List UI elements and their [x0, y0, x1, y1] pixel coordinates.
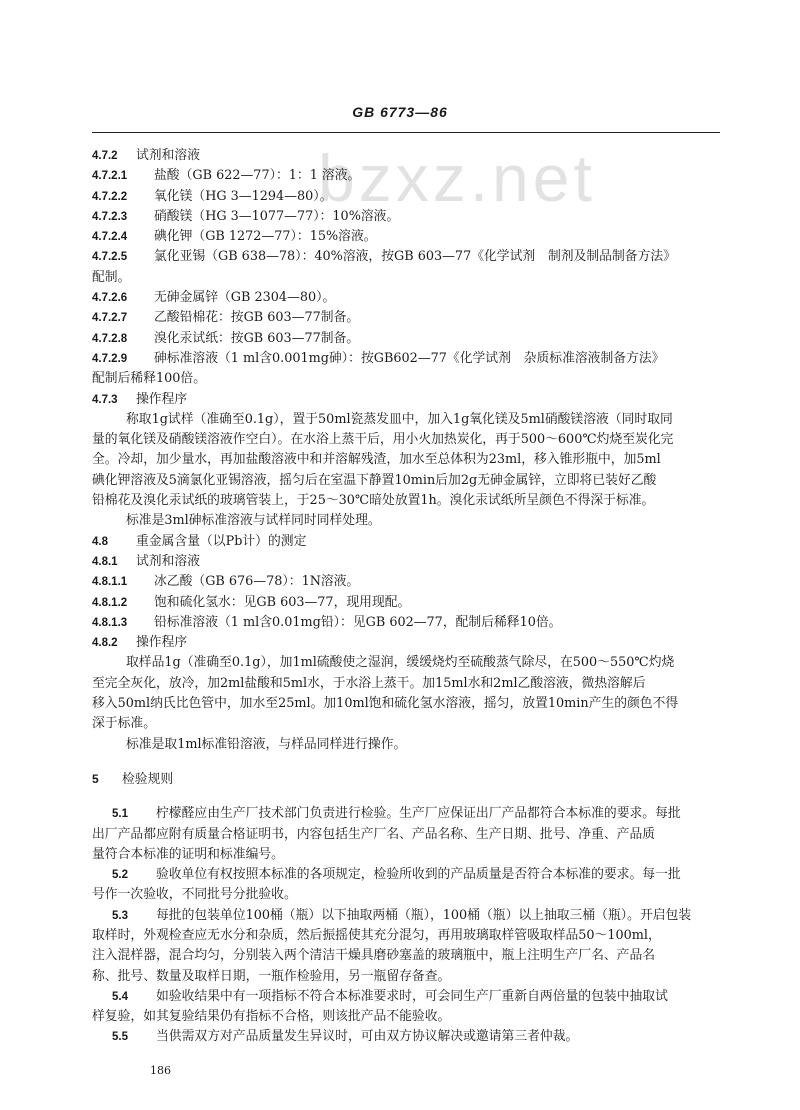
- section-spacer: [92, 755, 720, 769]
- clause-number: 5.2: [112, 869, 128, 882]
- clause-line: [92, 865, 720, 885]
- clause-line: [92, 349, 720, 369]
- page-header: GB 6773—86: [352, 104, 448, 120]
- clause-number: 4.7.2.8: [92, 332, 128, 345]
- clause-line: [92, 288, 720, 308]
- clause-text: 操作程序: [136, 635, 188, 651]
- watermark: bzxz.net: [318, 141, 596, 215]
- paragraph-line: 号作一次验收，不同批号分批验收。: [92, 887, 297, 903]
- header-rule: [92, 132, 720, 133]
- clause-text: 操作程序: [136, 391, 188, 407]
- section-spacer: [92, 790, 720, 804]
- clause-number: 4.7.2.5: [92, 251, 128, 264]
- clause-text: 重金属含量（以Pb计）的测定: [136, 533, 307, 549]
- clause-number: 4.7.2.6: [92, 292, 128, 305]
- clause-text: 检验规则: [122, 771, 174, 787]
- clause-text: 乙酸铅棉花：按GB 603—77制备。: [154, 310, 360, 326]
- clause-line: [92, 987, 720, 1007]
- clause-line: [92, 804, 720, 824]
- clause-continuation: 配制。: [92, 269, 131, 285]
- clause-line: [92, 1027, 720, 1047]
- clause-number: 4.7.2.2: [92, 190, 128, 203]
- document-body: [92, 146, 720, 1048]
- clause-text: 试剂和溶液: [136, 148, 200, 163]
- subsection-heading: [92, 146, 720, 166]
- subsection-heading: [92, 633, 720, 653]
- clause-line: [92, 166, 720, 186]
- page-number: 186: [150, 1064, 171, 1077]
- clause-number: 4.8.1.2: [92, 596, 128, 609]
- clause-line: [92, 329, 720, 349]
- clause-number: 5.4: [112, 990, 128, 1003]
- paragraph-line: 标准是3ml砷标准溶液与试样同时同样处理。: [126, 513, 381, 529]
- paragraph-line: 样复验，如其复验结果仍有指标不合格，则该批产品不能验收。: [92, 1009, 451, 1025]
- clause-text: 氧化镁（HG 3—1294—80）。: [154, 188, 333, 204]
- paragraph-line: 称取1g试样（准确至0.1g），置于50ml瓷蒸发皿中，加入1g氧化镁及5ml硝酸镁溶液（同时取同: [126, 411, 673, 427]
- clause-line: [92, 613, 720, 633]
- clause-text: 硝酸镁（HG 3—1077—77）：10%溶液。: [154, 208, 400, 224]
- clause-text: 当供需双方对产品质量发生异议时，可由双方协议解决或邀请第三者仲裁。: [156, 1029, 579, 1045]
- clause-number: 5: [92, 771, 99, 786]
- clause-text: 验收单位有权按照本标准的各项规定，检验所收到的产品质量是否符合本标准的要求。每一批: [156, 867, 681, 883]
- clause-number: 5.3: [112, 909, 128, 922]
- chapter-heading: [92, 769, 720, 790]
- clause-line: [92, 187, 720, 207]
- paragraph-line: 碘化钾溶液及5滴氯化亚锡溶液，摇匀后在室温下静置10min后加2g无砷金属锌，立即将已装好乙酸: [92, 472, 657, 488]
- clause-text: 柠檬醛应由生产厂技术部门负责进行检验。生产厂应保证出厂产品都符合本标准的要求。每批: [156, 806, 681, 822]
- clause-number: 5.1: [112, 808, 128, 821]
- paragraph-line: 移入50ml纳氏比色管中，加水至25ml。加10ml饱和硫化氢水溶液，摇匀，放置10min产生的颜色不得: [92, 696, 679, 712]
- subsection-heading: [92, 552, 720, 572]
- clause-number: 4.7.2.4: [92, 231, 128, 244]
- clause-text: 砷标准溶液（1 ml含0.001mg砷）：按GB602—77《化学试剂 杂质标准溶液制备方法》: [154, 350, 665, 366]
- clause-text: 如验收结果中有一项指标不符合本标准要求时，可会同生产厂重新自两倍量的包装中抽取试: [156, 988, 668, 1004]
- subsection-heading: [92, 390, 720, 410]
- clause-text: 溴化汞试纸：按GB 603—77制备。: [154, 330, 360, 346]
- clause-text: 氯化亚锡（GB 638—78）：40%溶液，按GB 603—77《化学试剂 制剂及制品制备方法》: [154, 249, 676, 265]
- clause-text: 每批的包装单位100桶（瓶）以下抽取两桶（瓶），100桶（瓶）以上抽取三桶（瓶）。开启包装: [156, 907, 692, 923]
- clause-number: 4.8.1.1: [92, 576, 128, 589]
- paragraph-line: 深于标准。: [92, 716, 156, 732]
- clause-number: 4.8.1.3: [92, 616, 128, 629]
- section-heading: [92, 532, 720, 552]
- clause-line: [92, 207, 720, 227]
- clause-number: 4.7.2.7: [92, 312, 128, 325]
- clause-number: 4.8.2: [92, 637, 118, 650]
- clause-text: 试剂和溶液: [136, 553, 200, 569]
- paragraph-line: 取样品1g（准确至0.1g），加1ml硫酸使之湿润，缓缓烧灼至硫酸蒸气除尽，在500～550℃灼烧: [126, 655, 675, 671]
- paragraph-line: 全。冷却，加少量水，再加盐酸溶液中和并溶解残渣，加水至总体积为23ml，移入锥形瓶中，加5ml: [92, 452, 661, 468]
- paragraph-line: 量符合本标准的证明和标准编号。: [92, 846, 284, 862]
- clause-text: 无砷金属锌（GB 2304—80）。: [154, 290, 336, 306]
- paragraph-line: 取样时，外观检查应无水分和杂质，然后振摇使其充分混匀，再用玻璃取样管吸取样品50～100ml，: [92, 927, 661, 943]
- clause-text: 铅标准溶液（1 ml含0.01mg铅）：见GB 602—77，配制后稀释10倍。: [154, 614, 562, 630]
- clause-number: 4.7.3: [92, 393, 118, 406]
- paragraph-line: 标准是取1ml标准铅溶液，与样品同样进行操作。: [126, 736, 407, 752]
- clause-number: 4.7.2.3: [92, 210, 128, 223]
- clause-continuation: 配制后稀释100倍。: [92, 371, 207, 387]
- paragraph-line: 铅棉花及溴化汞试纸的玻璃管装上，于25～30℃暗处放置1h。溴化汞试纸所呈颜色不得深于标准。: [92, 493, 655, 509]
- clause-text: 碘化钾（GB 1272—77）：15%溶液。: [154, 229, 377, 245]
- clause-number: 4.7.2: [92, 150, 118, 162]
- clause-line: [92, 308, 720, 328]
- clause-line: [92, 247, 720, 267]
- clause-line: [92, 906, 720, 926]
- clause-number: 4.7.2.9: [92, 352, 128, 365]
- clause-number: 4.7.2.1: [92, 170, 128, 183]
- paragraph-line: 注入混样器，混合均匀，分别装入两个清洁干燥具磨砂塞盖的玻璃瓶中，瓶上注明生产厂名、产品名: [92, 948, 656, 964]
- paragraph-line: 出厂产品都应附有质量合格证明书，内容包括生产厂名、产品名称、生产日期、批号、净重、产品质: [92, 826, 656, 842]
- clause-text: 饱和硫化氢水：见GB 603—77，现用现配。: [154, 594, 411, 610]
- clause-text: 盐酸（GB 622—77）：1：1 溶液。: [154, 168, 361, 184]
- clause-number: 4.8: [92, 535, 108, 548]
- clause-line: [92, 593, 720, 613]
- paragraph-line: 称、批号、数量及取样日期，一瓶作检验用，另一瓶留存备查。: [92, 968, 451, 984]
- clause-line: [92, 227, 720, 247]
- clause-number: 5.5: [112, 1031, 128, 1044]
- paragraph-line: 量的氧化镁及硝酸镁溶液作空白）。在水浴上蒸干后，用小火加热炭化，再于500～600℃灼烧至炭化完: [92, 432, 674, 448]
- clause-number: 4.8.1: [92, 555, 118, 568]
- clause-line: [92, 572, 720, 592]
- clause-text: 冰乙酸（GB 676—78）：1N溶液。: [154, 574, 360, 590]
- paragraph-line: 至完全灰化，放冷，加2ml盐酸和5ml水，于水浴上蒸干。加15ml水和2ml乙酸溶液，微热溶解后: [92, 675, 646, 691]
